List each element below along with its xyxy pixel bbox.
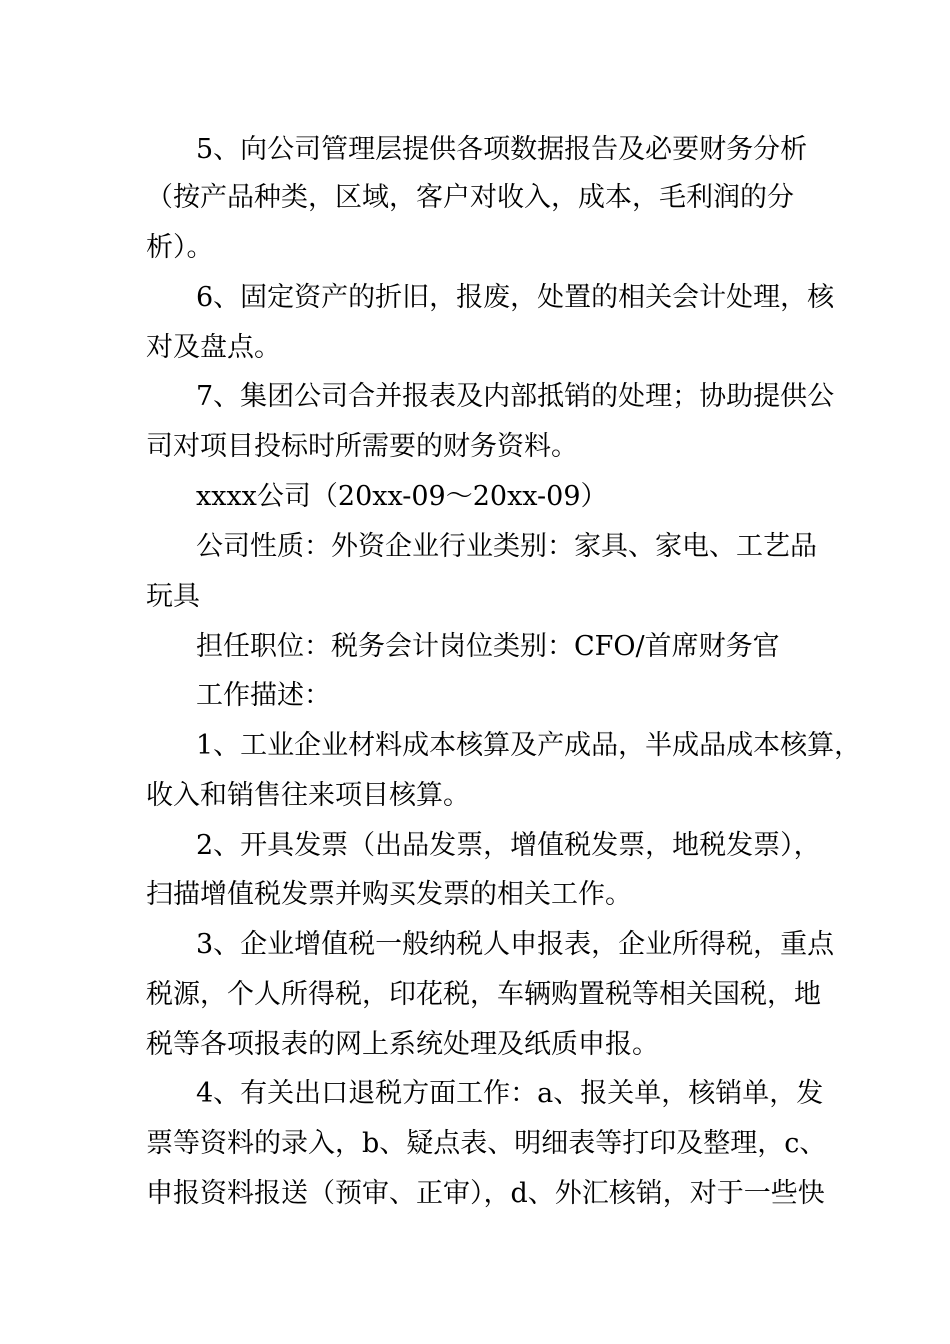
duty-1-line-1: 1、工业企业材料成本核算及产成品，半成品成本核算， — [196, 730, 862, 761]
duty-4-line-2: 票等资料的录入，b、疑点表、明细表等打印及整理，c、 — [146, 1128, 827, 1159]
duty-2-line-2: 扫描增值税发票并购买发票的相关工作。 — [146, 879, 632, 910]
duty-4-line-1: 4、有关出口退税方面工作：a、报关单，核销单，发 — [196, 1078, 824, 1109]
company-nature-line-1: 公司性质：外资企业行业类别：家具、家电、工艺品 — [196, 531, 817, 562]
paragraph-5-line-2: （按产品种类，区域，客户对收入，成本，毛利润的分 — [146, 182, 794, 213]
paragraph-5-line-3: 析）。 — [146, 232, 214, 263]
duty-4-line-3: 申报资料报送（预审、正审），d、外汇核销，对于一些快 — [146, 1178, 825, 1209]
duty-3-line-1: 3、企业增值税一般纳税人申报表，企业所得税，重点 — [196, 929, 835, 960]
paragraph-6-line-1: 6、固定资产的折旧，报废，处置的相关会计处理，核 — [196, 282, 835, 313]
job-description-heading: 工作描述： — [196, 680, 331, 711]
company-heading: xxxx公司（20xx-09～20xx-09） — [196, 481, 608, 512]
paragraph-5-line-1: 5、向公司管理层提供各项数据报告及必要财务分析 — [196, 134, 808, 165]
duty-2-line-1: 2、开具发票（出品发票，增值税发票，地税发票）， — [196, 830, 821, 861]
company-nature-line-2: 玩具 — [146, 581, 200, 612]
paragraph-7-line-1: 7、集团公司合并报表及内部抵销的处理；协助提供公 — [196, 381, 835, 412]
duty-3-line-2: 税源，个人所得税，印花税，车辆购置税等相关国税，地 — [146, 979, 821, 1010]
paragraph-7-line-2: 司对项目投标时所需要的财务资料。 — [146, 431, 578, 462]
duty-1-line-2: 收入和销售往来项目核算。 — [146, 780, 470, 811]
paragraph-6-line-2: 对及盘点。 — [146, 332, 281, 363]
duty-3-line-3: 税等各项报表的网上系统处理及纸质申报。 — [146, 1029, 659, 1060]
position-line: 担任职位：税务会计岗位类别：CFO/首席财务官 — [196, 631, 780, 662]
